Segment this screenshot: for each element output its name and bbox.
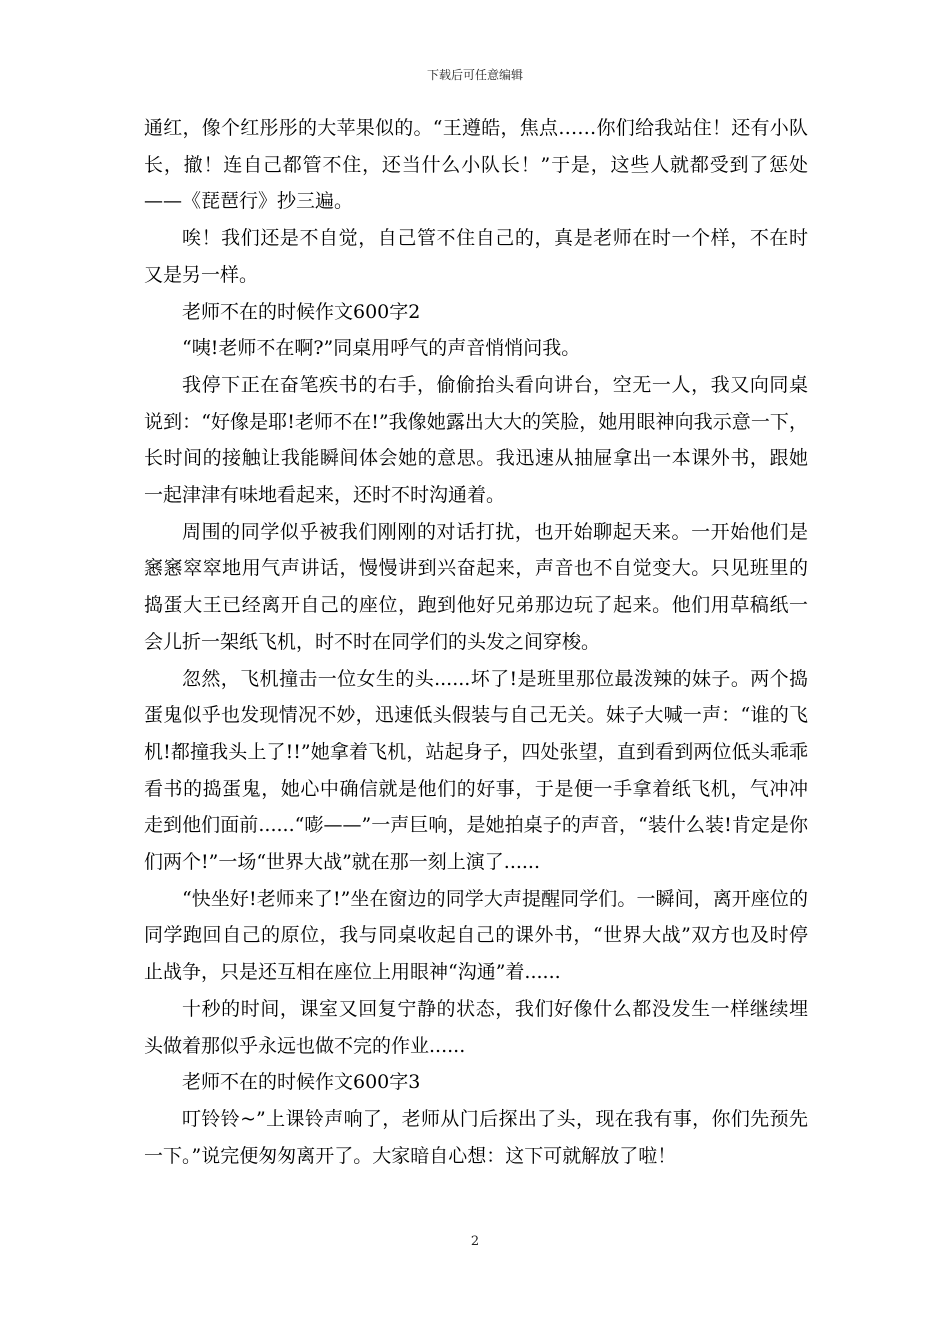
- section-title: 老师不在的时候作文600字2: [182, 300, 421, 323]
- page-number: 2: [470, 1234, 480, 1249]
- section-title: 老师不在的时候作文600字3: [182, 1071, 421, 1094]
- paragraph: 唉！我们还是不自觉，自己管不住自己的，真是老师在时一个样，不在时又是另一样。: [144, 227, 808, 286]
- paragraph: “咦!老师不在啊?”同桌用呼气的声音悄悄问我。: [182, 337, 581, 360]
- page-header-note: 下载后可任意编辑: [426, 68, 523, 82]
- paragraph: “快坐好!老师来了!”坐在窗边的同学大声提醒同学们。一瞬间，离开座位的同学跑回自己的原位，我与同桌收起自己的课外书，“世界大战”双方也及时停止战争，只是还互相在座位上用眼神“沟通”着......: [144, 887, 808, 984]
- paragraph: 我停下正在奋笔疾书的右手，偷偷抬头看向讲台，空无一人，我又向同桌说到：“好像是耶!老师不在!”我像她露出大大的笑脸，她用眼神向我示意一下，长时间的接触让我能瞬间体会她的意思。我迅速从抽屉拿出一本课外书，跟她一起津津有味地看起来，还时不时沟通着。: [144, 373, 808, 507]
- paragraph: 十秒的时间，课室又回复宁静的状态，我们好像什么都没发生一样继续埋头做着那似乎永远也做不完的作业......: [144, 997, 808, 1057]
- paragraph: 忽然，飞机撞击一位女生的头......坏了!是班里那位最泼辣的妹子。两个捣蛋鬼似乎也发现情况不妙，迅速低头假装与自己无关。妹子大喊一声：“谁的飞机!都撞我头上了!!”她拿着飞机，站起身子，四处张望，直到看到两位低头乖乖看书的捣蛋鬼，她心中确信就是他们的好事，于是便一手拿着纸飞机，气冲冲走到他们面前......“嘭——”一声巨响，是她拍桌子的声音，“装什么装!肯定是你们两个!”一场“世界大战”就在那一刻上演了......: [144, 667, 808, 874]
- document-body: [144, 110, 808, 1174]
- paragraph: 叮铃铃~”上课铃声响了，老师从门后探出了头，现在我有事，你们先预先一下。”说完便匆匆离开了。大家暗自心想：这下可就解放了啦！: [144, 1107, 808, 1167]
- paragraph-continued: 通红，像个红彤彤的大苹果似的。“王遵皓，焦点……你们给我站住！还有小队长，撤！连自己都管不住，还当什么小队长！”于是，这些人就都受到了惩处——《琵琶行》抄三遍。: [144, 117, 808, 213]
- paragraph: 周围的同学似乎被我们刚刚的对话打扰，也开始聊起天来。一开始他们是窸窸窣窣地用气声讲话，慢慢讲到兴奋起来，声音也不自觉变大。只见班里的捣蛋大王已经离开自己的座位，跑到他好兄弟那边玩了起来。他们用草稿纸一会儿折一架纸飞机，时不时在同学们的头发之间穿梭。: [144, 520, 808, 653]
